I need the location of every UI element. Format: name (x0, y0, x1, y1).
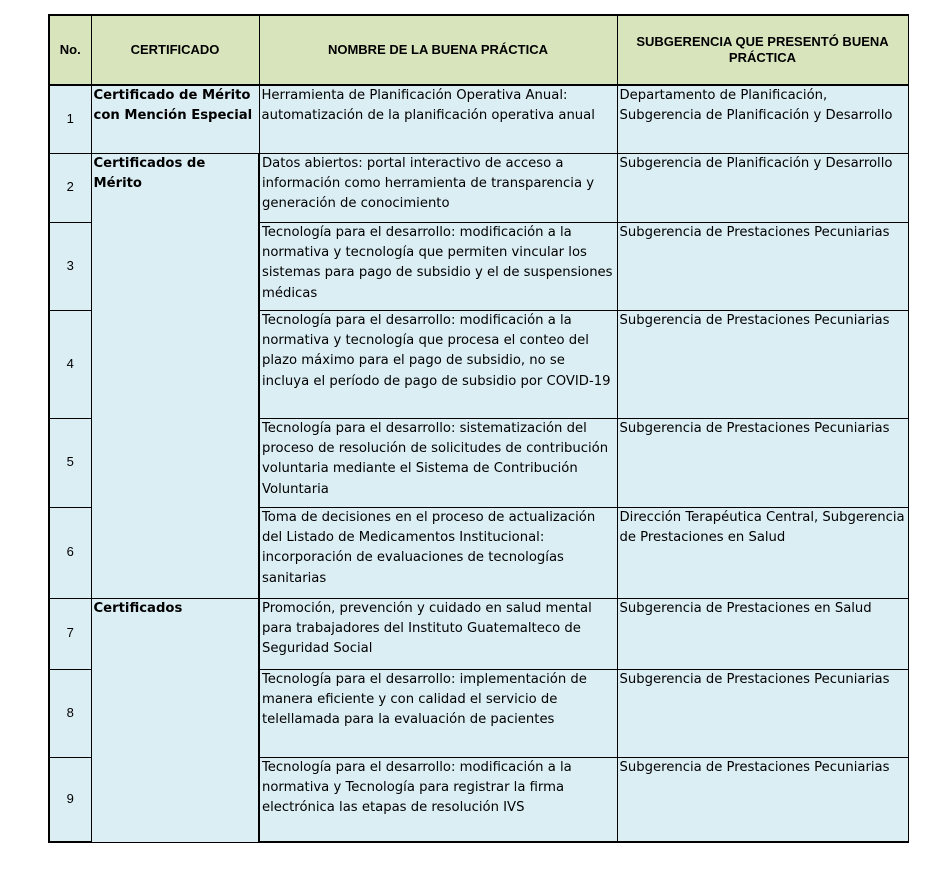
practice-name: Tecnología para el desarrollo: modificación a la normativa y tecnología que procesa el conteo del plazo máximo para el pago de subsidio, no se incluya el período de pago de subsidio por COVID-19 (259, 310, 617, 418)
row-number: 5 (49, 418, 91, 507)
row-number: 6 (49, 507, 91, 598)
row-number: 8 (49, 669, 91, 757)
table-row (49, 598, 908, 669)
certificate-type: Certificado de Mérito con Mención Especial (91, 85, 259, 153)
row-number: 4 (49, 310, 91, 418)
practice-name: Toma de decisiones en el proceso de actualización del Listado de Medicamentos Institucional: incorporación de evaluaciones de tecnologías sanitarias (259, 507, 617, 598)
submitting-subgerencia: Subgerencia de Prestaciones Pecuniarias (617, 310, 908, 418)
submitting-subgerencia: Subgerencia de Prestaciones Pecuniarias (617, 418, 908, 507)
row-number: 3 (49, 222, 91, 310)
certificate-type: Certificados (91, 598, 259, 842)
table-row (49, 85, 908, 153)
row-number: 7 (49, 598, 91, 669)
practice-name: Tecnología para el desarrollo: implementación de manera eficiente y con calidad el servicio de telellamada para la evaluación de pacientes (259, 669, 617, 757)
certificate-type: Certificados de Mérito (91, 153, 259, 598)
submitting-subgerencia: Dirección Terapéutica Central, Subgerencia de Prestaciones en Salud (617, 507, 908, 598)
header-certificado: CERTIFICADO (91, 15, 259, 85)
submitting-subgerencia: Subgerencia de Prestaciones Pecuniarias (617, 222, 908, 310)
practice-name: Herramienta de Planificación Operativa Anual: automatización de la planificación operativa anual (259, 85, 617, 153)
row-number: 9 (49, 757, 91, 842)
submitting-subgerencia: Subgerencia de Prestaciones Pecuniarias (617, 757, 908, 842)
header-nombre: NOMBRE DE LA BUENA PRÁCTICA (259, 15, 617, 85)
practice-name: Tecnología para el desarrollo: modificación a la normativa y Tecnología para registrar la firma electrónica las etapas de resolución IVS (259, 757, 617, 842)
row-number: 1 (49, 85, 91, 153)
submitting-subgerencia: Departamento de Planificación, Subgerencia de Planificación y Desarrollo (617, 85, 908, 153)
header-no: No. (49, 15, 91, 85)
practice-name: Datos abiertos: portal interactivo de acceso a información como herramienta de transparencia y generación de conocimiento (259, 153, 617, 222)
header-subgerencia: SUBGERENCIA QUE PRESENTÓ BUENA PRÁCTICA (617, 15, 908, 85)
row-number: 2 (49, 153, 91, 222)
practice-name: Promoción, prevención y cuidado en salud mental para trabajadores del Instituto Guatemalteco de Seguridad Social (259, 598, 617, 669)
practice-name: Tecnología para el desarrollo: sistematización del proceso de resolución de solicitudes de contribución voluntaria mediante el Sistema de Contribución Voluntaria (259, 418, 617, 507)
best-practices-table (48, 14, 909, 843)
table-header-row (49, 15, 908, 85)
submitting-subgerencia: Subgerencia de Prestaciones en Salud (617, 598, 908, 669)
submitting-subgerencia: Subgerencia de Planificación y Desarrollo (617, 153, 908, 222)
submitting-subgerencia: Subgerencia de Prestaciones Pecuniarias (617, 669, 908, 757)
practice-name: Tecnología para el desarrollo: modificación a la normativa y tecnología que permiten vincular los sistemas para pago de subsidio y el de suspensiones médicas (259, 222, 617, 310)
table-row (49, 153, 908, 222)
